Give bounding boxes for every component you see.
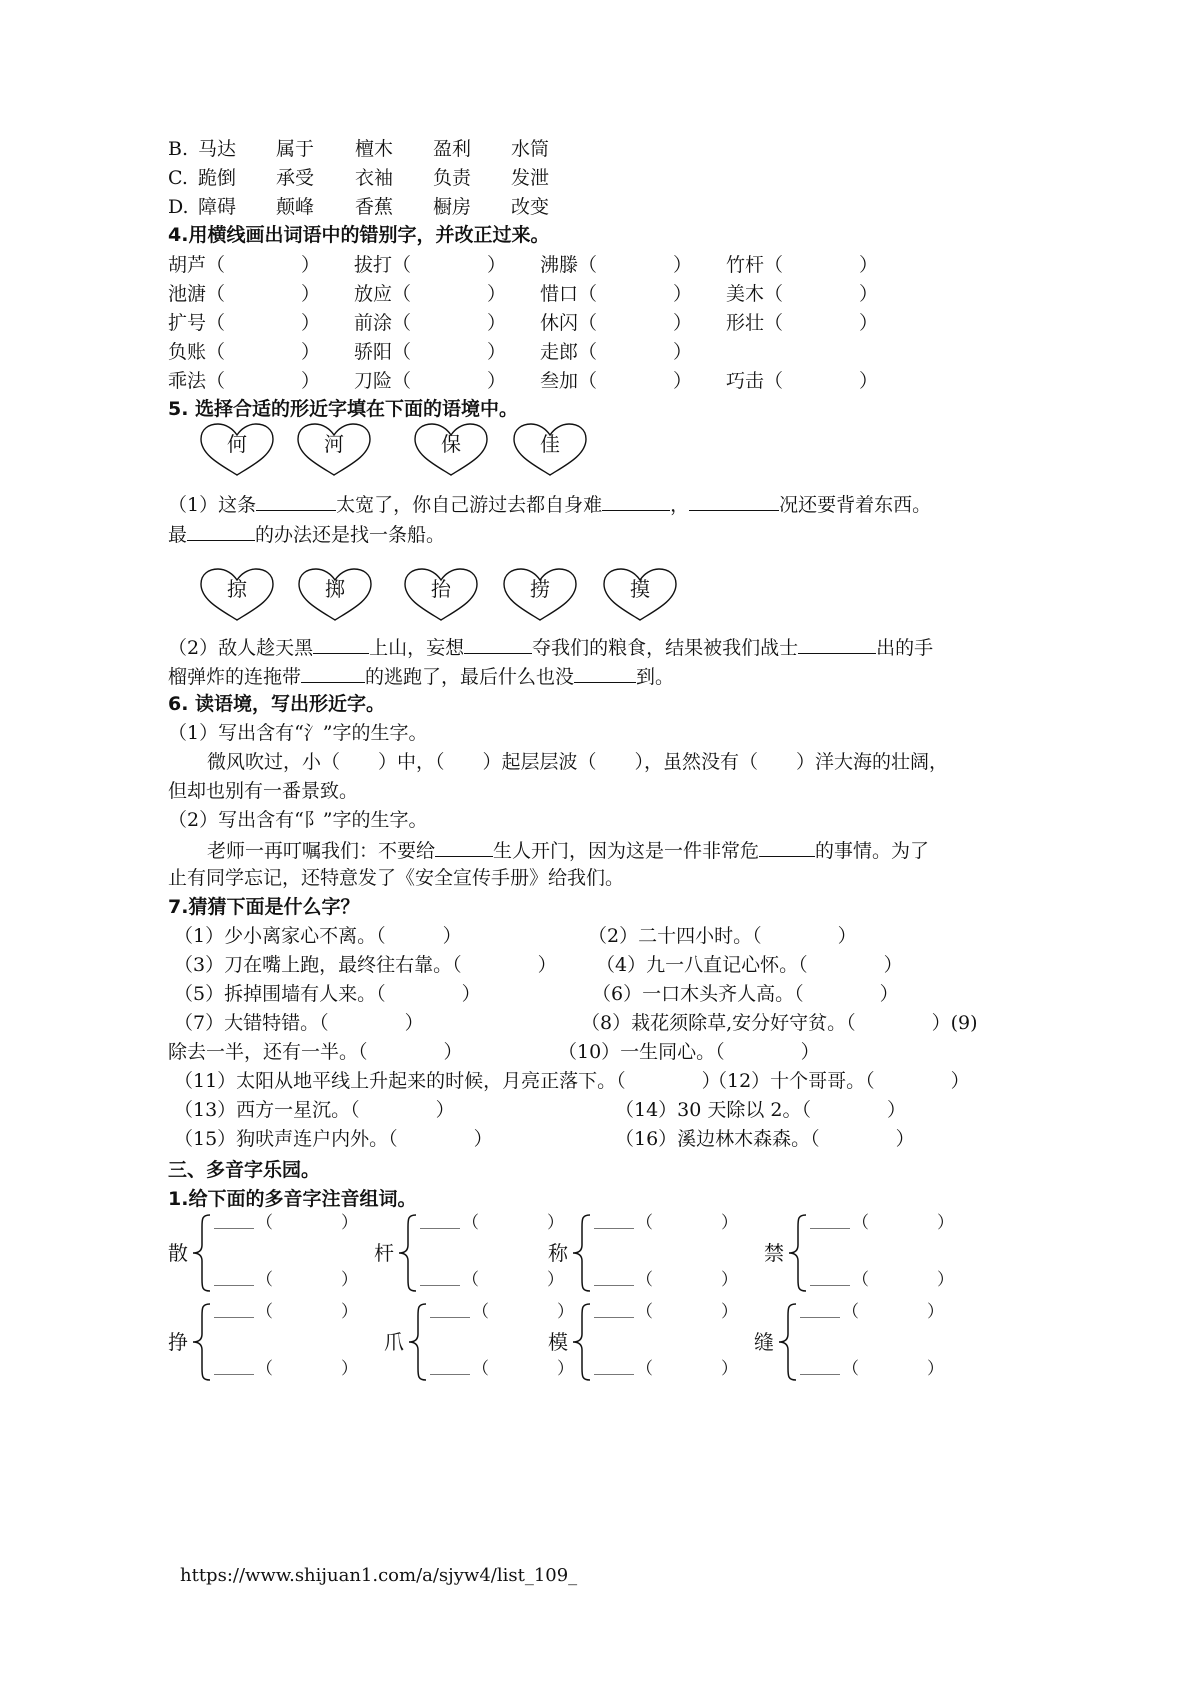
heart-shape (502, 568, 578, 622)
correction-item[interactable]: 放应（ ） (354, 283, 507, 305)
section-3-title: 三、多音字乐园。 (168, 1159, 321, 1181)
footer-url[interactable]: https://www.shijuan1.com/a/sjyw4/list_109_ (180, 1565, 578, 1586)
correction-item[interactable]: 负账（ ） (168, 341, 321, 363)
polyphone-char: 禁 (764, 1241, 784, 1265)
riddle-item: （14）30 天除以 2。（ ） (615, 1099, 907, 1121)
riddle-item: （12）十个哥哥。（ ） (708, 1070, 970, 1092)
correction-item[interactable]: 前涂（ ） (354, 312, 507, 334)
word-slot[interactable]: （ ） (636, 1270, 738, 1290)
riddle-item: （1）少小离家心不离。（ ） (174, 925, 462, 947)
pinyin-blank[interactable] (430, 1317, 470, 1318)
heart-char: 河 (324, 432, 344, 456)
word-slot[interactable]: （ ） (256, 1270, 358, 1290)
polyphone-char: 模 (548, 1330, 568, 1354)
word-slot[interactable]: （ ） (256, 1213, 358, 1233)
correction-item[interactable]: 拔打（ ） (354, 254, 507, 276)
option-label: B. (168, 138, 189, 160)
q6-part-1-line-1: 微风吹过，小（ ）中，（ ）起层层波（ ），虽然没有（ ）洋大海的壮阔， (207, 751, 949, 773)
pinyin-blank[interactable] (594, 1374, 634, 1375)
q6-part-2-line-2: 止有同学忘记，还特意发了《安全宣传手册》给我们。 (168, 867, 625, 889)
section-3-q1-title: 1.给下面的多音字注音组词。 (168, 1188, 417, 1210)
pinyin-blank[interactable] (430, 1374, 470, 1375)
riddle-item: （6）一口木头齐人高。（ ） (592, 983, 899, 1005)
heart-shape (512, 423, 588, 477)
polyphone-char: 散 (168, 1241, 188, 1265)
option-word: 颠峰 (276, 196, 315, 218)
brace-icon (776, 1302, 800, 1382)
riddle-item: （8）栽花须除草,安分好守贫。（ ）(9) (581, 1012, 978, 1034)
q6-part-1-title: （1）写出含有“氵”字的生字。 (168, 722, 428, 744)
riddle-item: （7）大错特错。（ ） (174, 1012, 424, 1034)
pinyin-blank[interactable] (214, 1317, 254, 1318)
blank[interactable] (602, 490, 670, 511)
pinyin-blank[interactable] (420, 1285, 460, 1286)
word-slot[interactable]: （ ） (852, 1213, 954, 1233)
brace-icon (570, 1213, 594, 1293)
polyphone-char: 挣 (168, 1330, 188, 1354)
correction-item[interactable]: 刀险（ ） (354, 370, 507, 392)
heart-shape (199, 423, 275, 477)
option-label: C. (168, 167, 188, 189)
correction-item[interactable]: 叁加（ ） (540, 370, 693, 392)
heart-char: 佳 (540, 432, 560, 456)
correction-item[interactable]: 走郎（ ） (540, 341, 693, 363)
riddle-item: （11）太阳从地平线上升起来的时候，月亮正落下。（ ） (174, 1070, 721, 1092)
riddle-item: （13）西方一星沉。（ ） (174, 1099, 455, 1121)
correction-item[interactable]: 骄阳（ ） (354, 341, 507, 363)
riddle-item: （4）九一八直记心怀。（ ） (596, 954, 903, 976)
correction-item[interactable]: 惜口（ ） (540, 283, 693, 305)
pinyin-blank[interactable] (594, 1285, 634, 1286)
brace-icon (190, 1213, 214, 1293)
word-slot[interactable]: （ ） (472, 1359, 574, 1379)
polyphone-char: 缝 (754, 1330, 774, 1354)
option-word: 承受 (276, 167, 315, 189)
correction-item[interactable]: 沸滕（ ） (540, 254, 693, 276)
q6-part-2-title: （2）写出含有“阝”字的生字。 (168, 809, 428, 831)
pinyin-blank[interactable] (800, 1374, 840, 1375)
option-word: 属于 (276, 138, 315, 160)
heart-char: 何 (227, 432, 247, 456)
q5-sentence-2-line-1: （2）敌人趁天黑 上山，妄想 夺我们的粮食，结果被我们战士 出的手 (168, 633, 933, 661)
pinyin-blank[interactable] (810, 1228, 850, 1229)
correction-item[interactable]: 池溏（ ） (168, 283, 321, 305)
option-word: 水筒 (511, 138, 550, 160)
pinyin-blank[interactable] (594, 1317, 634, 1318)
heart-shape (297, 568, 373, 622)
question-5-title: 5. 选择合适的形近字填在下面的语境中。 (168, 398, 519, 420)
option-word: 香蕉 (355, 196, 394, 218)
polyphone-char: 杆 (374, 1241, 394, 1265)
q6-part-1-line-2: 但却也别有一番景致。 (168, 780, 359, 802)
heart-char: 保 (441, 432, 461, 456)
brace-icon (406, 1302, 430, 1382)
blank[interactable] (187, 520, 255, 541)
word-slot[interactable]: （ ） (256, 1302, 358, 1322)
riddle-item: （5）拆掉围墙有人来。（ ） (174, 983, 481, 1005)
pinyin-blank[interactable] (800, 1317, 840, 1318)
blank[interactable] (574, 662, 636, 683)
riddle-item: （16）溪边林木森森。（ ） (615, 1128, 915, 1150)
heart-shape (199, 568, 275, 622)
heart-shape (602, 568, 678, 622)
correction-item[interactable]: 休闪（ ） (540, 312, 693, 334)
correction-item[interactable]: 巧击（ ） (726, 370, 879, 392)
q5-sentence-2-line-2: 榴弹炸的连拖带 的逃跑了，最后什么也没 到。 (168, 662, 674, 690)
option-word: 改变 (511, 196, 550, 218)
word-slot[interactable]: （ ） (636, 1359, 738, 1379)
option-word: 障碍 (198, 196, 237, 218)
word-slot[interactable]: （ ） (256, 1359, 358, 1379)
blank[interactable] (689, 490, 779, 511)
option-word: 发泄 (511, 167, 550, 189)
word-slot[interactable]: （ ） (842, 1359, 944, 1379)
correction-item[interactable]: 乖法（ ） (168, 370, 321, 392)
brace-icon (570, 1302, 594, 1382)
heart-char: 捞 (530, 577, 550, 601)
polyphone-char: 称 (548, 1241, 568, 1265)
option-word: 盈利 (433, 138, 472, 160)
word-slot[interactable]: （ ） (636, 1302, 738, 1322)
pinyin-blank[interactable] (214, 1374, 254, 1375)
word-slot[interactable]: （ ） (472, 1302, 574, 1322)
option-word: 马达 (198, 138, 237, 160)
heart-shape (403, 568, 479, 622)
question-7-title: 7.猜猜下面是什么字？ (168, 896, 360, 918)
heart-char: 掷 (325, 577, 345, 601)
riddle-item: 除去一半，还有一半。（ ） (168, 1041, 463, 1063)
blank[interactable] (301, 662, 365, 683)
blank[interactable] (435, 836, 493, 857)
pinyin-blank[interactable] (420, 1228, 460, 1229)
riddle-item: （2）二十四小时。（ ） (588, 925, 857, 947)
word-slot[interactable]: （ ） (636, 1213, 738, 1233)
word-slot[interactable]: （ ） (852, 1270, 954, 1290)
pinyin-blank[interactable] (810, 1285, 850, 1286)
riddle-item: （15）狗吠声连户内外。（ ） (174, 1128, 493, 1150)
correction-item[interactable]: 胡芦（ ） (168, 254, 321, 276)
heart-char: 摸 (630, 577, 650, 601)
blank[interactable] (759, 836, 815, 857)
brace-icon (396, 1213, 420, 1293)
q5-sentence-1-line-1: （1）这条 太宽了，你自己游过去都自身难 ， 况还要背着东西。 (168, 490, 931, 518)
q6-part-2-line-1: 老师一再叮嘱我们：不要给 生人开门，因为这是一件非常危 的事情。为了 (207, 836, 929, 864)
option-label: D. (168, 196, 189, 218)
riddle-item: （10）一生同心。（ ） (558, 1041, 820, 1063)
option-word: 橱房 (433, 196, 472, 218)
correction-item[interactable]: 竹杆（ ） (726, 254, 879, 276)
heart-shape (413, 423, 489, 477)
pinyin-blank[interactable] (214, 1285, 254, 1286)
q5-sentence-1-line-2: 最 的办法还是找一条船。 (168, 520, 445, 548)
pinyin-blank[interactable] (214, 1228, 254, 1229)
question-6-title: 6. 读语境，写出形近字。 (168, 693, 386, 715)
blank[interactable] (798, 633, 876, 654)
riddle-item: （3）刀在嘴上跑，最终往右靠。（ ） (174, 954, 557, 976)
heart-char: 抬 (431, 577, 451, 601)
heart-shape (296, 423, 372, 477)
word-slot[interactable]: （ ） (462, 1270, 564, 1290)
word-slot[interactable]: （ ） (842, 1302, 944, 1322)
option-word: 跪倒 (198, 167, 237, 189)
polyphone-char: 爪 (384, 1330, 404, 1354)
blank[interactable] (464, 633, 532, 654)
brace-icon (786, 1213, 810, 1293)
option-word: 衣袖 (355, 167, 394, 189)
pinyin-blank[interactable] (594, 1228, 634, 1229)
correction-item[interactable]: 扩号（ ） (168, 312, 321, 334)
blank[interactable] (256, 490, 336, 511)
option-word: 檀木 (355, 138, 394, 160)
brace-icon (190, 1302, 214, 1382)
option-word: 负责 (433, 167, 472, 189)
correction-item[interactable]: 形壮（ ） (726, 312, 879, 334)
word-slot[interactable]: （ ） (462, 1213, 564, 1233)
heart-char: 掠 (227, 577, 247, 601)
blank[interactable] (313, 633, 369, 654)
question-4-title: 4.用横线画出词语中的错别字，并改正过来。 (168, 224, 550, 246)
correction-item[interactable]: 美木（ ） (726, 283, 879, 305)
